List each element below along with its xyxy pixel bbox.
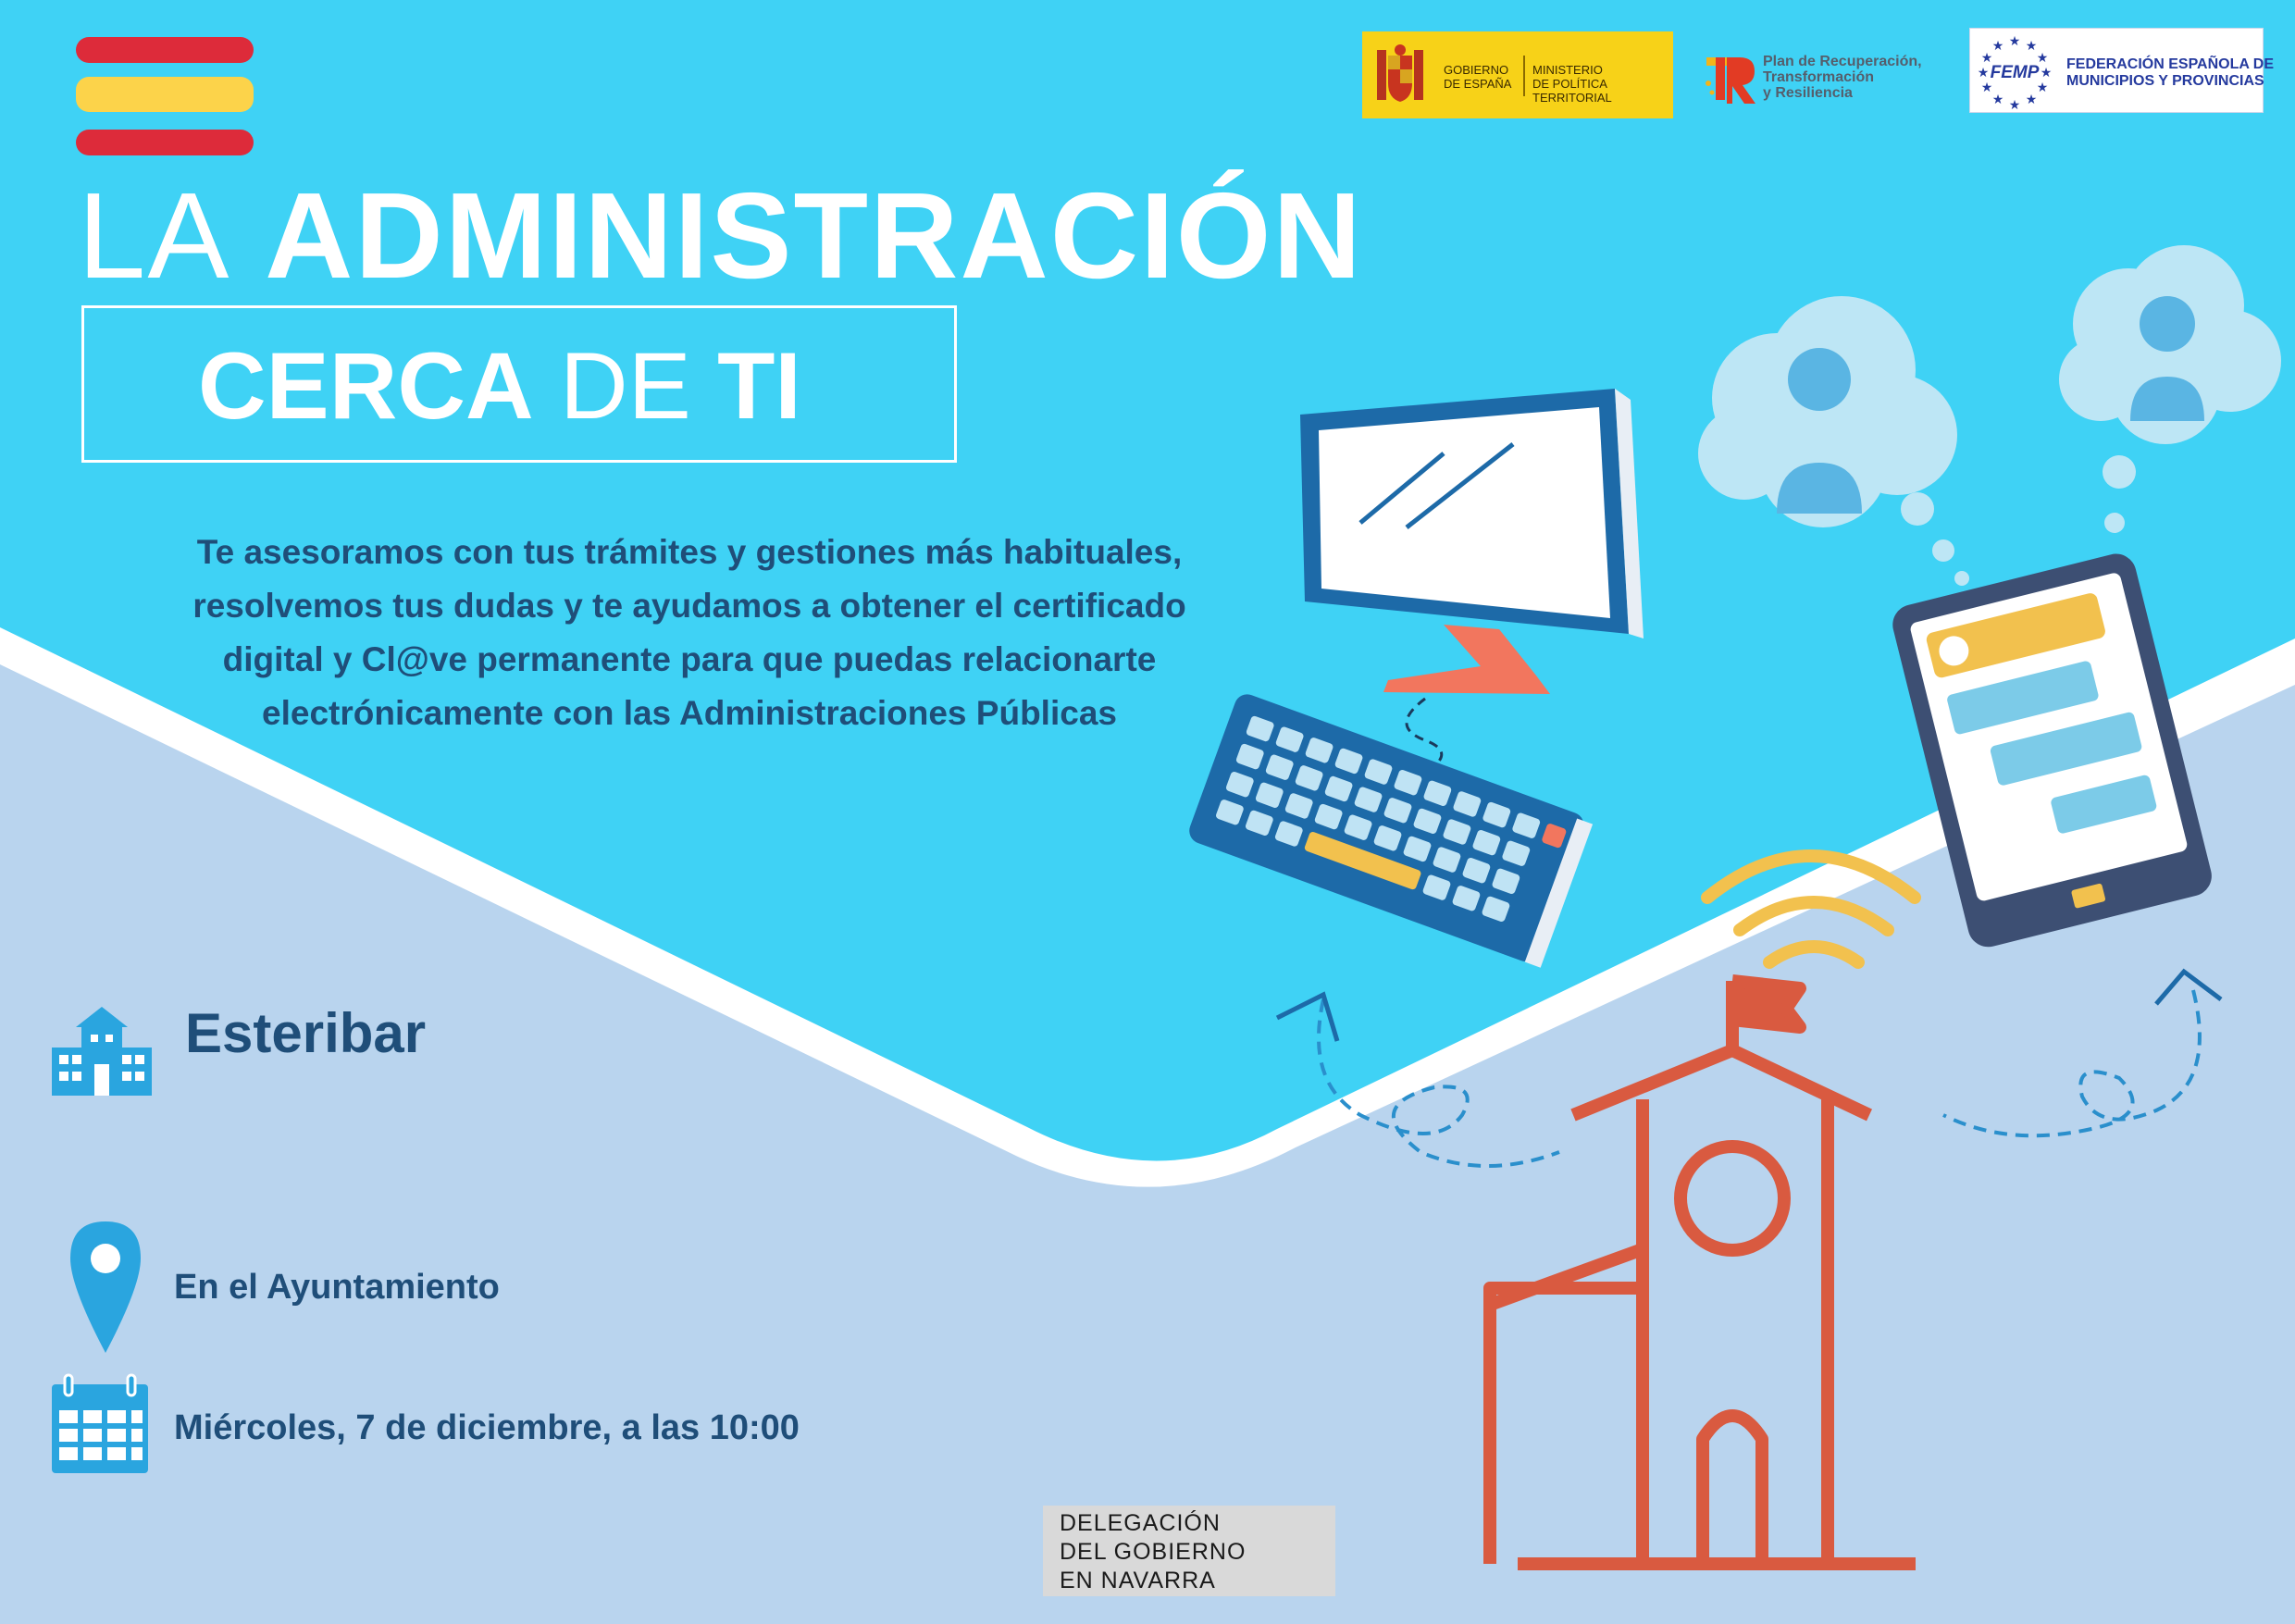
municipality-name: Esteribar	[185, 1002, 427, 1064]
svg-text:★: ★	[1977, 66, 1990, 81]
svg-text:★: ★	[2025, 93, 2038, 107]
svg-text:★: ★	[2008, 34, 2021, 49]
dashed-arrow-left	[1319, 999, 1559, 1166]
town-hall-building	[1490, 981, 1916, 1564]
svg-text:★: ★	[1980, 81, 1993, 95]
svg-text:FEMP: FEMP	[1990, 63, 2040, 82]
subtitle-word-2: DE	[560, 333, 691, 439]
calendar-icon	[52, 1375, 148, 1473]
svg-text:★: ★	[1991, 39, 2004, 54]
svg-text:★: ★	[1991, 93, 2004, 107]
svg-text:★: ★	[2036, 51, 2049, 66]
event-datetime: Miércoles, 7 de diciembre, a las 10:00	[174, 1408, 800, 1447]
svg-text:★: ★	[2040, 66, 2053, 81]
tablet	[1889, 550, 2216, 951]
delegacion-line-2: DEL GOBIERNO	[1060, 1539, 1247, 1565]
femp-logo-text: FEDERACIÓN ESPAÑOLA DE MUNICIPIOS Y PROVINCIAS	[2066, 56, 2275, 89]
keyboard	[1185, 690, 1594, 967]
gobierno-text: GOBIERNO DE ESPAÑA	[1444, 63, 1512, 91]
svg-text:★: ★	[1980, 51, 1993, 66]
prtr-logo-text: Plan de Recuperación, Transformación y Resiliencia	[1763, 54, 1922, 101]
thought-cloud-right	[2059, 245, 2281, 533]
town-hall-icon	[52, 1007, 152, 1096]
location-pin-icon	[70, 1221, 141, 1353]
dashed-arrow-right	[1943, 990, 2200, 1135]
svg-text:★: ★	[2036, 81, 2049, 95]
title-thin: LA	[78, 167, 231, 304]
svg-text:★: ★	[2008, 98, 2021, 112]
thought-cloud-left	[1698, 296, 1969, 586]
delegacion-logo	[1043, 1506, 1335, 1596]
wifi-signal	[1707, 856, 1915, 962]
delegacion-line-1: DELEGACIÓN	[1060, 1510, 1221, 1536]
intro-paragraph: Te asesoramos con tus trámites y gestiones más habituales, resolvemos tus dudas y te ayudamos a obtener el certificado digital y Cl@ve permanente para que puedas relacionarte electrónicamente con las Administraciones Públicas	[192, 533, 1186, 732]
svg-text:★: ★	[2025, 39, 2038, 54]
subtitle-word-3: TI	[717, 333, 801, 439]
delegacion-line-3: EN NAVARRA	[1060, 1568, 1216, 1593]
event-location: En el Ayuntamiento	[174, 1268, 500, 1307]
subtitle-word-1: CERCA	[198, 333, 534, 439]
title-bold: ADMINISTRACIÓN	[265, 167, 1363, 304]
ministerio-text: MINISTERIO DE POLÍTICA TERRITORIAL	[1532, 63, 1612, 105]
computer-monitor	[1300, 389, 1644, 694]
